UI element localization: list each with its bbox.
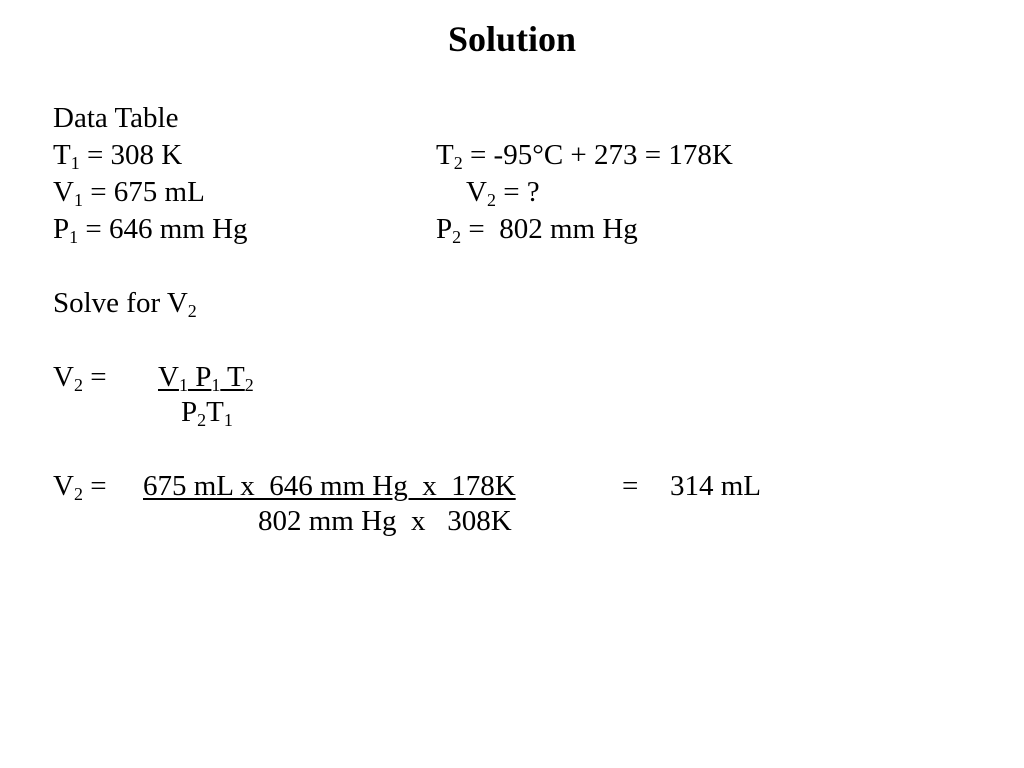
formula-numerator [158,361,254,396]
subscript-1: 1 [223,410,233,431]
subscript-1: 1 [73,190,83,211]
v-symbol: V [53,176,74,208]
subscript-2: 2 [197,410,207,431]
t-symbol: T [436,139,454,171]
v1-value: = 675 mL [82,176,205,208]
v-symbol: V [466,176,487,208]
subscript-2: 2 [244,375,254,396]
calc-equals-sign: = [622,470,639,502]
subscript-2: 2 [73,484,83,505]
subscript-2: 2 [453,153,463,174]
t1-line [53,139,183,174]
calc-result: 314 mL [670,470,762,502]
t-symbol: T [206,396,224,428]
subscript-1: 1 [70,153,80,174]
page-title: Solution [447,19,577,59]
p-symbol: P [436,213,453,245]
subscript-1: 1 [69,227,79,248]
v2-line [466,176,540,211]
t1-value: = 308 K [79,139,183,171]
solve-for-line [53,287,197,322]
subscript-1: 1 [178,375,188,396]
p-symbol: P [187,361,212,393]
v-symbol: V [53,361,74,393]
calc-numerator: 675 mL x 646 mm Hg x 178K [143,470,516,502]
subscript-2: 2 [452,227,462,248]
subscript-2: 2 [486,190,496,211]
v-symbol: V [158,361,179,393]
calc-denominator: 802 mm Hg x 308K [258,505,512,537]
p1-value: = 646 mm Hg [78,213,248,245]
v-symbol: V [53,470,74,502]
p-symbol: P [53,213,70,245]
p1-line [53,213,248,248]
p2-line [436,213,638,248]
subscript-2: 2 [73,375,83,396]
p2-value: = 802 mm Hg [461,213,638,245]
p-symbol: P [181,396,198,428]
solve-for-label: Solve for V [53,287,188,319]
data-table-heading: Data Table [53,102,179,134]
subscript-1: 1 [211,375,221,396]
equals-sign: = [82,470,107,502]
formula-denominator [181,396,233,431]
v2-value: = ? [495,176,540,208]
t-symbol: T [53,139,71,171]
t2-line [436,139,733,174]
formula-lhs [53,361,107,396]
v1-line [53,176,205,211]
t-symbol: T [220,361,245,393]
subscript-2: 2 [187,301,197,322]
t2-value: = -95°C + 273 = 178K [462,139,733,171]
equals-sign: = [82,361,107,393]
calc-lhs [53,470,107,505]
